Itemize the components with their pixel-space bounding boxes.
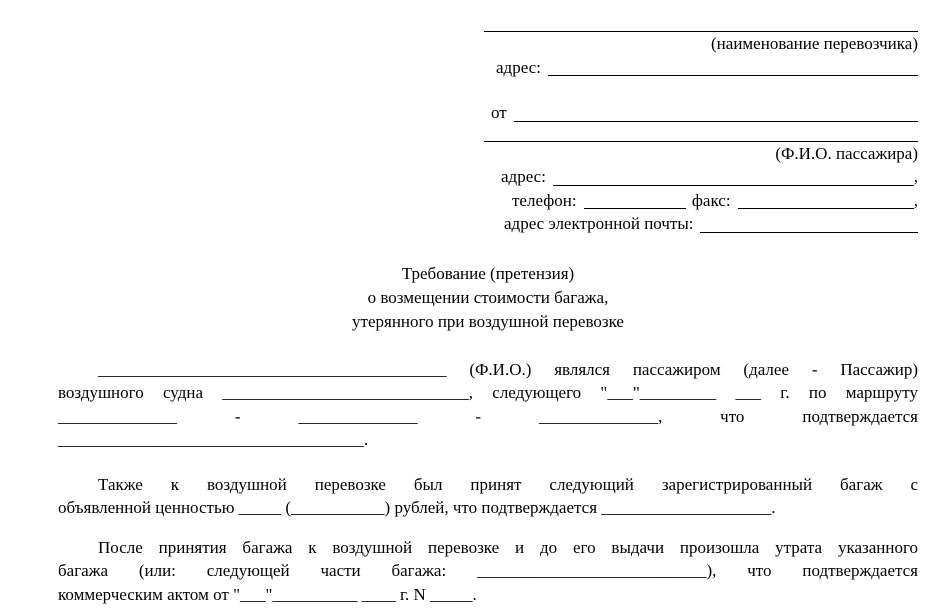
passenger-address-label: адрес:	[501, 167, 546, 186]
carrier-address-label: адрес:	[496, 57, 541, 77]
fax-label: факс:	[691, 190, 731, 210]
passenger-address-blank-line	[553, 185, 914, 186]
phone-fax-row	[484, 189, 918, 213]
email-row	[484, 212, 918, 236]
email-blank-line	[700, 232, 918, 233]
carrier-name-line	[484, 20, 918, 32]
title-line-2: о возмещении стоимости багажа,	[367, 287, 609, 307]
paragraph-line: ______________ - ______________ - ______________, что подтверждается	[58, 406, 918, 426]
from-row	[484, 101, 918, 125]
passenger-name-line	[484, 125, 918, 142]
paragraph-line: После принятия багажа к воздушной перевозке и до его выдачи произошла утрата указанного	[98, 537, 918, 557]
passenger-address-comma: ,	[913, 167, 918, 186]
title-line-1: Требование (претензия)	[401, 263, 575, 283]
paragraph-1	[58, 358, 918, 452]
phone-blank-line	[584, 208, 686, 209]
from-label: от	[491, 103, 507, 122]
fax-blank-line	[738, 208, 914, 209]
carrier-caption: (наименование перевозчика)	[711, 34, 918, 53]
spacer	[484, 79, 918, 101]
passenger-address-row	[484, 165, 918, 189]
title-line-3: утерянного при воздушной перевозке	[352, 311, 624, 331]
fax-comma: ,	[913, 190, 918, 210]
paragraph-line: Также к воздушной перевозке был принят следующий зарегистрированный багаж с	[98, 474, 918, 494]
paragraph-line: _________________________________________ (Ф.И.О.) являлся пассажиром (далее - Пассажир)	[98, 359, 918, 379]
recipient-block	[484, 20, 918, 236]
paragraph-line: ____________________________________.	[58, 430, 369, 449]
email-label: адрес электронной почты:	[504, 214, 694, 233]
paragraph-line: багажа (или: следующей части багажа: ___________________________), что подтверждается	[58, 561, 918, 580]
passenger-caption: (Ф.И.О. пассажира)	[775, 143, 918, 163]
from-blank-line	[514, 121, 918, 122]
phone-label: телефон:	[512, 190, 577, 210]
paragraph-2	[58, 473, 918, 520]
carrier-address-row	[484, 56, 918, 80]
carrier-address-blank-line	[548, 75, 918, 76]
paragraph-line: объявленной ценностью _____ (___________) рублей, что подтверждается ____________________.	[58, 498, 776, 517]
paragraph-3	[58, 536, 918, 607]
document-title	[58, 262, 918, 334]
paragraph-line: коммерческим актом от "___"__________ ____ г. N _____.	[58, 584, 477, 604]
paragraph-line: воздушного судна _____________________________, следующего "___"_________ ___ г. по маршруту	[58, 383, 918, 402]
